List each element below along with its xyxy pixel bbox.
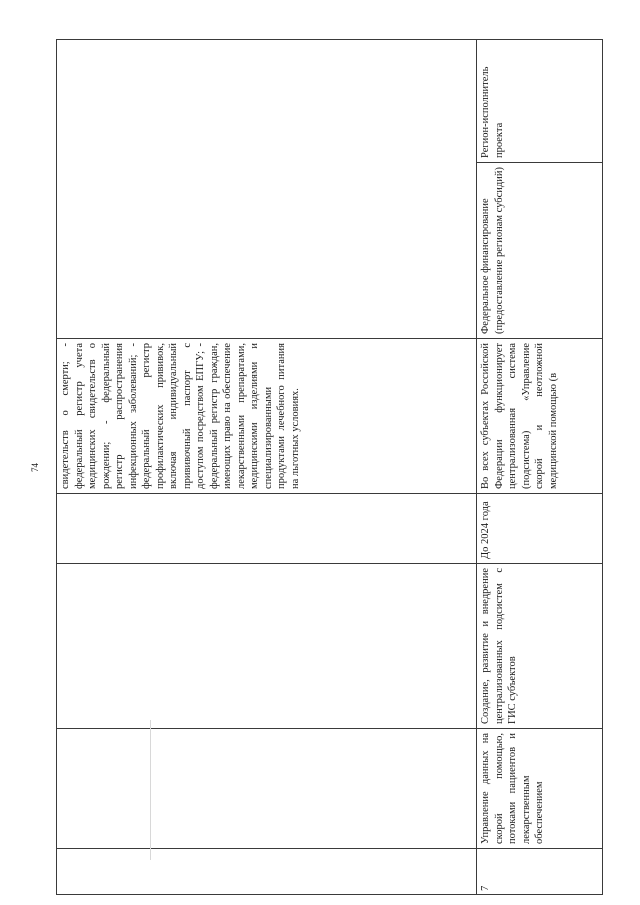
cell-activity: Создание, развитие и внедрение централизованных подсистем с ГИС субъектов [477, 564, 603, 729]
cell-task-empty [57, 729, 477, 849]
cell-funding-executor [477, 40, 603, 339]
cell-registry-list: свидетельств о смерти; - федеральный регистр учета медицинских свидетельств о рождении; - федеральный регистр распространения инфекционных заболеваний; - федеральный регистр профилактических прививок, включая индивидуальный прививочный паспорт с доступом посредством ЕПГУ; - федеральный регистр граждан, имеющих право на обеспечение лекарственными препаратами, медицинскими изделиями и специализированными продуктами лечебного питания на льготных условиях. [57, 339, 477, 494]
cell-funding-executor-empty [57, 40, 477, 339]
cell-deadline: До 2024 года [477, 494, 603, 564]
cell-task: Управление данных на скорой помощью, потоками пациентов и лекарственным обеспечением [477, 729, 603, 849]
cell-activity-empty [57, 564, 477, 729]
cell-result: Во всех субъектах Российской Федерации функционирует централизованная система (подсистема) «Управление скорой и неотложной медицинской помощью (в [477, 339, 603, 494]
cell-number-empty [57, 849, 477, 895]
cell-funding: Федеральное финансирование (предоставление регионам субсидий) [477, 162, 602, 338]
project-table [56, 39, 603, 895]
cell-row-number: 7 [477, 849, 603, 895]
table-row-7 [477, 40, 603, 895]
cell-executor: Регион-исполнитель проекта [480, 66, 505, 158]
table-row-continued [57, 40, 477, 895]
rotated-document-table [56, 40, 601, 895]
page-number: 74 [30, 463, 40, 472]
cell-deadline-empty [57, 494, 477, 564]
scan-artifact-line [150, 720, 151, 860]
